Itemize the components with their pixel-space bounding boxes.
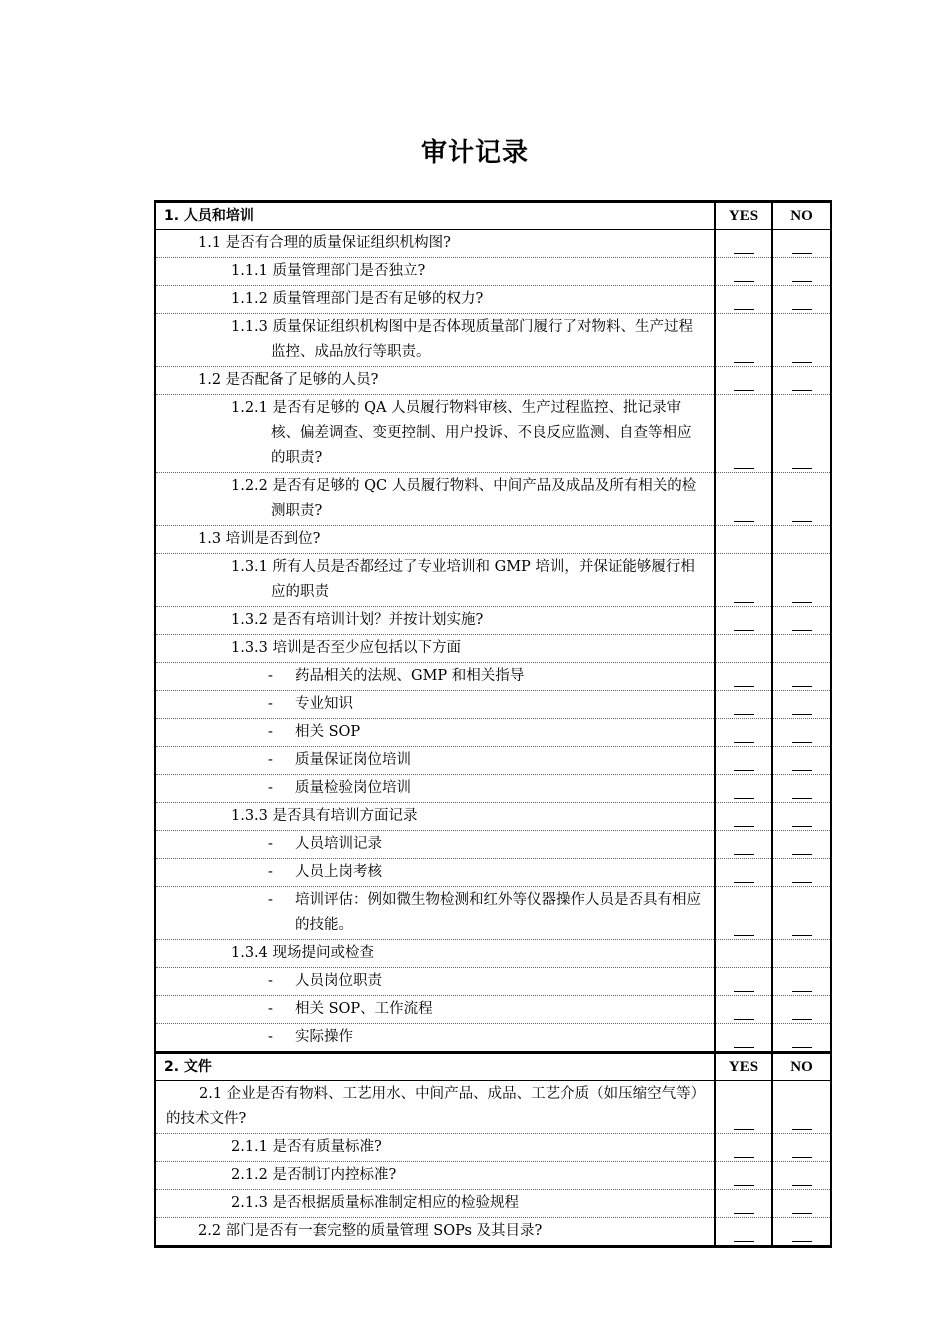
- yes-answer-cell[interactable]: [715, 803, 772, 831]
- question-cell: [155, 968, 715, 996]
- question-cell: [155, 996, 715, 1024]
- yes-answer-cell[interactable]: [715, 968, 772, 996]
- yes-answer-blank[interactable]: [734, 521, 754, 522]
- no-answer-cell[interactable]: [772, 968, 831, 996]
- question-text: 2.1.3 是否根据质量标准制定相应的检验规程: [231, 1195, 520, 1211]
- question-text: 人员岗位职责: [295, 973, 382, 989]
- no-answer-cell[interactable]: [772, 719, 831, 747]
- yes-answer-cell[interactable]: [715, 831, 772, 859]
- question-cell: [155, 1081, 715, 1134]
- yes-answer-blank[interactable]: [734, 630, 754, 631]
- yes-answer-blank[interactable]: [734, 770, 754, 771]
- no-answer-blank[interactable]: [792, 770, 812, 771]
- yes-answer-blank[interactable]: [734, 309, 754, 310]
- question-text: 2.2 部门是否有一套完整的质量管理 SOPs 及其目录?: [198, 1223, 543, 1239]
- no-answer-cell[interactable]: [772, 258, 831, 286]
- yes-answer-cell[interactable]: [715, 258, 772, 286]
- yes-answer-cell[interactable]: [715, 1134, 772, 1162]
- question-cell: [155, 719, 715, 747]
- no-answer-cell[interactable]: [772, 473, 831, 526]
- yes-answer-blank[interactable]: [734, 1019, 754, 1020]
- no-answer-cell[interactable]: [772, 1134, 831, 1162]
- no-answer-cell[interactable]: [772, 940, 831, 968]
- yes-answer-cell[interactable]: [715, 554, 772, 607]
- no-answer-cell[interactable]: [772, 1162, 831, 1190]
- yes-column-header: YES: [715, 202, 772, 230]
- no-answer-blank[interactable]: [792, 991, 812, 992]
- no-answer-cell[interactable]: [772, 554, 831, 607]
- yes-answer-blank[interactable]: [734, 281, 754, 282]
- no-answer-blank[interactable]: [792, 390, 812, 391]
- bullet-dash: -: [268, 1001, 273, 1017]
- yes-answer-blank[interactable]: [734, 686, 754, 687]
- bullet-dash: -: [268, 724, 273, 740]
- page-title: 审计记录: [420, 138, 529, 168]
- no-column-header: NO: [772, 202, 831, 230]
- no-answer-blank[interactable]: [792, 1019, 812, 1020]
- yes-answer-cell[interactable]: [715, 314, 772, 367]
- yes-answer-blank[interactable]: [734, 362, 754, 363]
- question-row: [155, 803, 831, 831]
- bullet-dash: -: [268, 696, 273, 712]
- question-row: [155, 395, 831, 473]
- yes-answer-cell[interactable]: [715, 1218, 772, 1247]
- yes-answer-cell[interactable]: [715, 940, 772, 968]
- question-cell: [155, 286, 715, 314]
- yes-answer-blank[interactable]: [734, 602, 754, 603]
- bullet-dash: -: [268, 892, 273, 908]
- question-cell: [155, 803, 715, 831]
- question-text: 1.3.2 是否有培训计划？并按计划实施?: [231, 612, 484, 628]
- question-text: 相关 SOP: [295, 724, 361, 740]
- bullet-dash: -: [268, 973, 273, 989]
- no-answer-blank[interactable]: [792, 826, 812, 827]
- question-cell: [155, 526, 715, 554]
- no-answer-cell[interactable]: [772, 663, 831, 691]
- no-answer-cell[interactable]: [772, 607, 831, 635]
- question-cell: [155, 831, 715, 859]
- question-cell: [155, 635, 715, 663]
- no-answer-cell[interactable]: [772, 1081, 831, 1134]
- no-answer-cell[interactable]: [772, 775, 831, 803]
- question-cell: [155, 473, 715, 526]
- question-row: [155, 1134, 831, 1162]
- bullet-dash: -: [268, 836, 273, 852]
- question-row: [155, 1218, 831, 1247]
- question-text: 1.3.3 是否具有培训方面记录: [231, 808, 418, 824]
- question-row: [155, 996, 831, 1024]
- question-cell: [155, 691, 715, 719]
- question-text: 人员上岗考核: [295, 864, 382, 880]
- no-answer-blank[interactable]: [792, 742, 812, 743]
- audit-table: [154, 200, 832, 1248]
- question-cell: [155, 1162, 715, 1190]
- yes-answer-blank[interactable]: [734, 826, 754, 827]
- question-cell: [155, 230, 715, 258]
- yes-column-header: YES: [715, 1053, 772, 1081]
- question-cell: [155, 258, 715, 286]
- question-cell: [155, 940, 715, 968]
- section-header-row: [155, 1053, 831, 1081]
- question-text: 1.1 是否有合理的质量保证组织机构图?: [198, 235, 451, 251]
- no-answer-cell[interactable]: [772, 1024, 831, 1053]
- question-text: 2.1.1 是否有质量标准?: [231, 1139, 382, 1155]
- no-answer-cell[interactable]: [772, 526, 831, 554]
- yes-answer-cell[interactable]: [715, 286, 772, 314]
- question-cell: [155, 1024, 715, 1053]
- yes-answer-blank[interactable]: [734, 468, 754, 469]
- question-text: 2.1 企业是否有物料、工艺用水、中间产品、成品、工艺介质（如压缩空气等）的技术文件?: [166, 1086, 698, 1127]
- bullet-dash: -: [268, 752, 273, 768]
- no-answer-blank[interactable]: [792, 1157, 812, 1158]
- yes-answer-cell[interactable]: [715, 526, 772, 554]
- yes-answer-cell[interactable]: [715, 1162, 772, 1190]
- question-row: [155, 719, 831, 747]
- question-row: [155, 1162, 831, 1190]
- question-row: [155, 1190, 831, 1218]
- yes-answer-blank[interactable]: [734, 1047, 754, 1048]
- question-row: [155, 1081, 831, 1134]
- question-row: [155, 554, 831, 607]
- question-cell: [155, 859, 715, 887]
- no-answer-cell[interactable]: [772, 691, 831, 719]
- question-text: 专业知识: [295, 696, 353, 712]
- question-row: [155, 526, 831, 554]
- question-text: 质量保证岗位培训: [295, 752, 411, 768]
- yes-answer-blank[interactable]: [734, 253, 754, 254]
- no-answer-blank[interactable]: [792, 1185, 812, 1186]
- no-answer-blank[interactable]: [792, 798, 812, 799]
- no-answer-blank[interactable]: [792, 630, 812, 631]
- bullet-dash: -: [268, 864, 273, 880]
- question-row: [155, 258, 831, 286]
- yes-answer-cell[interactable]: [715, 367, 772, 395]
- no-answer-blank[interactable]: [792, 521, 812, 522]
- question-row: [155, 968, 831, 996]
- question-cell: [155, 1190, 715, 1218]
- yes-answer-cell[interactable]: [715, 607, 772, 635]
- question-cell: [155, 1218, 715, 1247]
- section-heading: 2. 文件: [155, 1053, 715, 1081]
- yes-answer-blank[interactable]: [734, 991, 754, 992]
- no-answer-cell[interactable]: [772, 747, 831, 775]
- no-answer-cell[interactable]: [772, 859, 831, 887]
- question-row: [155, 747, 831, 775]
- yes-answer-blank[interactable]: [734, 742, 754, 743]
- question-cell: [155, 367, 715, 395]
- no-answer-cell[interactable]: [772, 996, 831, 1024]
- yes-answer-blank[interactable]: [734, 935, 754, 936]
- question-text: 人员培训记录: [295, 836, 382, 852]
- no-answer-cell[interactable]: [772, 635, 831, 663]
- yes-answer-cell[interactable]: [715, 859, 772, 887]
- question-text: 1.2.1 是否有足够的 QA 人员履行物料审核、生产过程监控、批记录审核、偏差调查、变更控制、用户投诉、不良反应监测、自查等相应的职责?: [231, 400, 692, 466]
- yes-answer-cell[interactable]: [715, 996, 772, 1024]
- question-text: 1.1.1 质量管理部门是否独立?: [231, 263, 426, 279]
- no-answer-blank[interactable]: [792, 309, 812, 310]
- bullet-dash: -: [268, 668, 273, 684]
- question-text: 2.1.2 是否制订内控标准?: [231, 1167, 397, 1183]
- no-answer-cell[interactable]: [772, 395, 831, 473]
- no-answer-blank[interactable]: [792, 1241, 812, 1242]
- question-text: 药品相关的法规、GMP 和相关指导: [295, 668, 525, 684]
- no-answer-cell[interactable]: [772, 230, 831, 258]
- no-answer-blank[interactable]: [792, 602, 812, 603]
- yes-answer-cell[interactable]: [715, 747, 772, 775]
- yes-answer-blank[interactable]: [734, 1213, 754, 1214]
- question-cell: [155, 887, 715, 940]
- bullet-dash: -: [268, 780, 273, 796]
- question-row: [155, 286, 831, 314]
- yes-answer-blank[interactable]: [734, 882, 754, 883]
- no-answer-cell[interactable]: [772, 831, 831, 859]
- question-text: 相关 SOP、工作流程: [295, 1001, 433, 1017]
- question-text: 培训评估：例如微生物检测和红外等仪器操作人员是否具有相应的技能。: [295, 892, 701, 933]
- question-cell: [155, 747, 715, 775]
- question-cell: [155, 663, 715, 691]
- no-answer-blank[interactable]: [792, 281, 812, 282]
- question-row: [155, 230, 831, 258]
- yes-answer-cell[interactable]: [715, 635, 772, 663]
- question-cell: [155, 775, 715, 803]
- question-row: [155, 607, 831, 635]
- yes-answer-blank[interactable]: [734, 1185, 754, 1186]
- question-row: [155, 314, 831, 367]
- question-cell: [155, 607, 715, 635]
- no-answer-cell[interactable]: [772, 803, 831, 831]
- yes-answer-cell[interactable]: [715, 719, 772, 747]
- no-answer-blank[interactable]: [792, 253, 812, 254]
- yes-answer-cell[interactable]: [715, 1024, 772, 1053]
- yes-answer-cell[interactable]: [715, 1190, 772, 1218]
- no-answer-cell[interactable]: [772, 286, 831, 314]
- question-cell: [155, 1134, 715, 1162]
- section-heading: 1. 人员和培训: [155, 202, 715, 230]
- no-answer-blank[interactable]: [792, 935, 812, 936]
- question-row: [155, 1024, 831, 1053]
- question-text: 1.3.4 现场提问或检查: [231, 945, 375, 961]
- question-cell: [155, 395, 715, 473]
- bullet-dash: -: [268, 1029, 273, 1045]
- question-cell: [155, 554, 715, 607]
- yes-answer-cell[interactable]: [715, 887, 772, 940]
- question-row: [155, 367, 831, 395]
- question-row: [155, 691, 831, 719]
- yes-answer-blank[interactable]: [734, 798, 754, 799]
- question-row: [155, 831, 831, 859]
- question-text: 1.1.2 质量管理部门是否有足够的权力?: [231, 291, 484, 307]
- question-text: 1.3.3 培训是否至少应包括以下方面: [231, 640, 462, 656]
- yes-answer-cell[interactable]: [715, 395, 772, 473]
- no-answer-blank[interactable]: [792, 854, 812, 855]
- yes-answer-blank[interactable]: [734, 854, 754, 855]
- yes-answer-blank[interactable]: [734, 714, 754, 715]
- no-answer-blank[interactable]: [792, 1047, 812, 1048]
- yes-answer-cell[interactable]: [715, 775, 772, 803]
- no-answer-blank[interactable]: [792, 882, 812, 883]
- question-text: 1.3.1 所有人员是否都经过了专业培训和 GMP 培训，并保证能够履行相应的职责: [231, 559, 695, 600]
- no-answer-cell[interactable]: [772, 1190, 831, 1218]
- question-text: 1.3 培训是否到位?: [198, 531, 321, 547]
- yes-answer-cell[interactable]: [715, 473, 772, 526]
- yes-answer-cell[interactable]: [715, 691, 772, 719]
- question-row: [155, 859, 831, 887]
- question-row: [155, 887, 831, 940]
- yes-answer-cell[interactable]: [715, 1081, 772, 1134]
- audit-table-body: [155, 202, 831, 1247]
- no-answer-cell[interactable]: [772, 314, 831, 367]
- no-answer-cell[interactable]: [772, 367, 831, 395]
- question-text: 1.2 是否配备了足够的人员?: [198, 372, 379, 388]
- question-row: [155, 940, 831, 968]
- question-row: [155, 635, 831, 663]
- yes-answer-blank[interactable]: [734, 1241, 754, 1242]
- yes-answer-blank[interactable]: [734, 1129, 754, 1130]
- no-answer-blank[interactable]: [792, 1213, 812, 1214]
- question-text: 质量检验岗位培训: [295, 780, 411, 796]
- no-answer-blank[interactable]: [792, 362, 812, 363]
- no-answer-cell[interactable]: [772, 1218, 831, 1247]
- no-answer-blank[interactable]: [792, 1129, 812, 1130]
- question-text: 实际操作: [295, 1029, 353, 1045]
- no-answer-blank[interactable]: [792, 686, 812, 687]
- no-answer-blank[interactable]: [792, 468, 812, 469]
- question-row: [155, 663, 831, 691]
- no-answer-blank[interactable]: [792, 714, 812, 715]
- no-answer-cell[interactable]: [772, 887, 831, 940]
- yes-answer-blank[interactable]: [734, 390, 754, 391]
- yes-answer-cell[interactable]: [715, 663, 772, 691]
- no-column-header: NO: [772, 1053, 831, 1081]
- yes-answer-blank[interactable]: [734, 1157, 754, 1158]
- question-row: [155, 775, 831, 803]
- question-text: 1.1.3 质量保证组织机构图中是否体现质量部门履行了对物料、生产过程监控、成品放行等职责。: [231, 319, 694, 360]
- yes-answer-cell[interactable]: [715, 230, 772, 258]
- question-row: [155, 473, 831, 526]
- question-cell: [155, 314, 715, 367]
- question-text: 1.2.2 是否有足够的 QC 人员履行物料、中间产品及成品及所有相关的检测职责?: [231, 478, 697, 519]
- section-header-row: [155, 202, 831, 230]
